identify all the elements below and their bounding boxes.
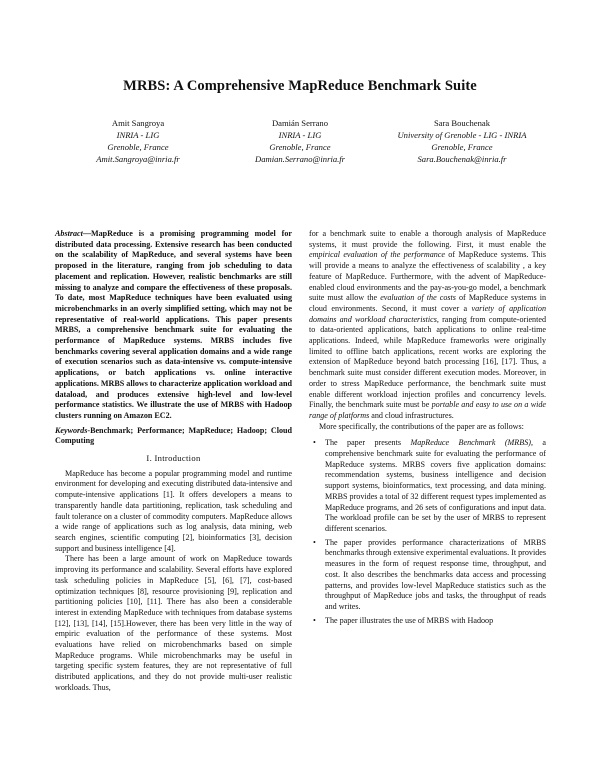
right-paragraph-2: More specifically, the contributions of the paper are as follows:: [319, 421, 524, 431]
abstract-lead: Abstract: [55, 229, 83, 238]
author-location: Grenoble, France: [269, 142, 331, 152]
bullet-mark: •: [313, 615, 316, 625]
left-column: [55, 229, 292, 694]
author-block: [58, 117, 542, 165]
text-run: , ranging from compute-oriented to data-oriented applications, batch applications to online real-time applications. Indeed, while MapReduce frameworks were originally limited to offline batch applications, recent works are exploring the extension of MapReduce beyond batch processing [16], [17]. Thus, a benchmark suite must consider different execution modes. Moreover, in order to stress MapReduce performance, the benchmark suite must enable different workload injection profiles and concurrency levels. Finally, the benchmark suite must be: [309, 314, 546, 410]
author-affiliation: INRIA - LIG: [116, 130, 160, 140]
intro-paragraph-2: There has been a large amount of work on MapReduce towards improving its performance and scalability. Several efforts have explored task scheduling policies in MapReduce [5], [6], [7], cost-based optimization techniques [8], resource provisioning [9], replication and partitioning policies [10], [11]. There has also been a considerable interest in extending MapReduce with techniques from database systems [12], [13], [14], [15].However, there has been very little in the way of empiric evaluation of the performance of these systems. Most evaluations have relied on microbenchmarks based on simple MapReduce programs. While microbenchmarks may be useful in targeting specific system features, they are not representative of full distributed applications, and they do not provide multi-user realistic workloads. Thus,: [55, 554, 292, 692]
author-3: [382, 117, 542, 165]
abstract-text: —MapReduce is a promising programming model for distributed data processing. Extensive research has been conducted on the scalability of MapReduce, and several systems have been proposed in the literature, ranging from job scheduling to data placement and replication. However, realistic benchmarks are still missing to analyze and compare the effectiveness of these proposals. To date, most MapReduce techniques have been evaluated using microbenchmarks in an overly simplified setting, which may not be representative of real-world applications. This paper presents MRBS, a comprehensive benchmark suite for evaluating the performance of MapReduce systems. MRBS includes five benchmarks covering several application domains and a wide range of execution scenarios such as data-intensive vs. compute-intensive applications, or batch applications vs. online interactive applications. MRBS allows to characterize application workload and dataload, and produces extensive high-level and low-level performance statistics. We illustrate the use of MRBS with Hadoop clusters running on Amazon EC2.: [55, 229, 292, 420]
author-location: Grenoble, France: [431, 142, 493, 152]
emphasis-run: evaluation of the costs: [380, 293, 456, 303]
author-name: Sara Bouchenak: [433, 118, 491, 128]
text-run: and cloud infrastructures.: [369, 410, 454, 420]
author-name: Amit Sangroya: [111, 118, 165, 128]
text-run: The paper illustrates the use of MRBS with Hadoop: [325, 615, 494, 625]
text-run: , a comprehensive benchmark suite for evaluating the performance of MapReduce systems. MRBS covers five application domains: recommendation systems, business intelligence and decision support systems, bioinformatics, text processing, and data mining. MRBS provides a total of 32 different request types implemented as MapReduce programs, and 26 sets of configurations and input data. The workload profile can be set by the user of MRBS to represent different scenarios.: [325, 438, 547, 533]
emphasis-run: empirical evaluation of the performance: [309, 250, 445, 260]
text-run: The paper provides performance characterizations of MRBS benchmarks through extensive experimental evaluations. It provides measures in the form of request response time, throughput, and cost. It also describes the benchmarks data access and processing patterns, and provides low-level MapReduce statistics such as the throughput of MapReduce jobs and tasks, the throughput of reads and writes.: [325, 537, 546, 611]
list-item: [309, 616, 546, 627]
keywords: [55, 426, 292, 447]
keywords-text: -Benchmark; Performance; MapReduce; Hadoop; Cloud Computing: [55, 425, 292, 446]
bullet-mark: •: [313, 537, 316, 547]
emphasis-run: portable and easy to use on a wide range of platforms: [309, 400, 547, 420]
keywords-lead: Keywords: [55, 425, 88, 435]
author-affiliation: University of Grenoble - LIG - INRIA: [397, 130, 527, 140]
author-email: Damian.Serrano@inria.fr: [254, 154, 346, 164]
text-run: of MapReduce systems in cloud environments. Second, it must cover a: [309, 293, 546, 313]
author-name: Damián Serrano: [271, 118, 329, 128]
author-email: Sara.Bouchenak@inria.fr: [417, 154, 507, 164]
abstract: [55, 229, 292, 422]
section-heading-introduction: I. Introduction: [146, 453, 201, 464]
paper-title: MRBS: A Comprehensive MapReduce Benchmark Suite: [123, 78, 477, 94]
emphasis-run: variety of application domains and workload characteristics: [309, 303, 546, 324]
author-1: [58, 117, 218, 165]
author-2: [220, 117, 380, 165]
author-email: Amit.Sangroya@inria.fr: [96, 154, 180, 164]
emphasis-run: MapReduce Benchmark (MRBS): [410, 438, 531, 448]
author-location: Grenoble, France: [107, 142, 169, 152]
contribution-list: [309, 438, 546, 626]
right-paragraph-1: [309, 229, 546, 422]
text-run: of MapReduce systems. This will provide a means to analyze the effectiveness of scalability , a key feature of MapReduce. Furthermore, with the advent of MapReduce-enabled cloud environments and the pay-as-you-go model, a benchmark suite must allow the: [309, 250, 546, 303]
author-affiliation: INRIA - LIG: [278, 130, 322, 140]
list-item: [309, 438, 546, 534]
text-run: The paper presents: [325, 438, 411, 448]
text-run: for a benchmark suite to enable a thorough analysis of MapReduce systems, it must provide the following. First, it must enable the: [309, 229, 546, 249]
bullet-mark: •: [313, 438, 316, 448]
list-item: [309, 538, 546, 613]
intro-paragraph-1: MapReduce has become a popular programming model and runtime environment for developing and executing distributed data-intensive and compute-intensive applications [1]. It offers developers a means to transparently handle data partitioning, replication, task scheduling and fault tolerance on a cluster of commodity computers. MapReduce allows a wide range of applications such as log analysis, data mining, web search engines, scientific computing [2], bioinformatics [3], decision support and business intelligence [4].: [55, 468, 292, 553]
right-column: [309, 229, 546, 629]
